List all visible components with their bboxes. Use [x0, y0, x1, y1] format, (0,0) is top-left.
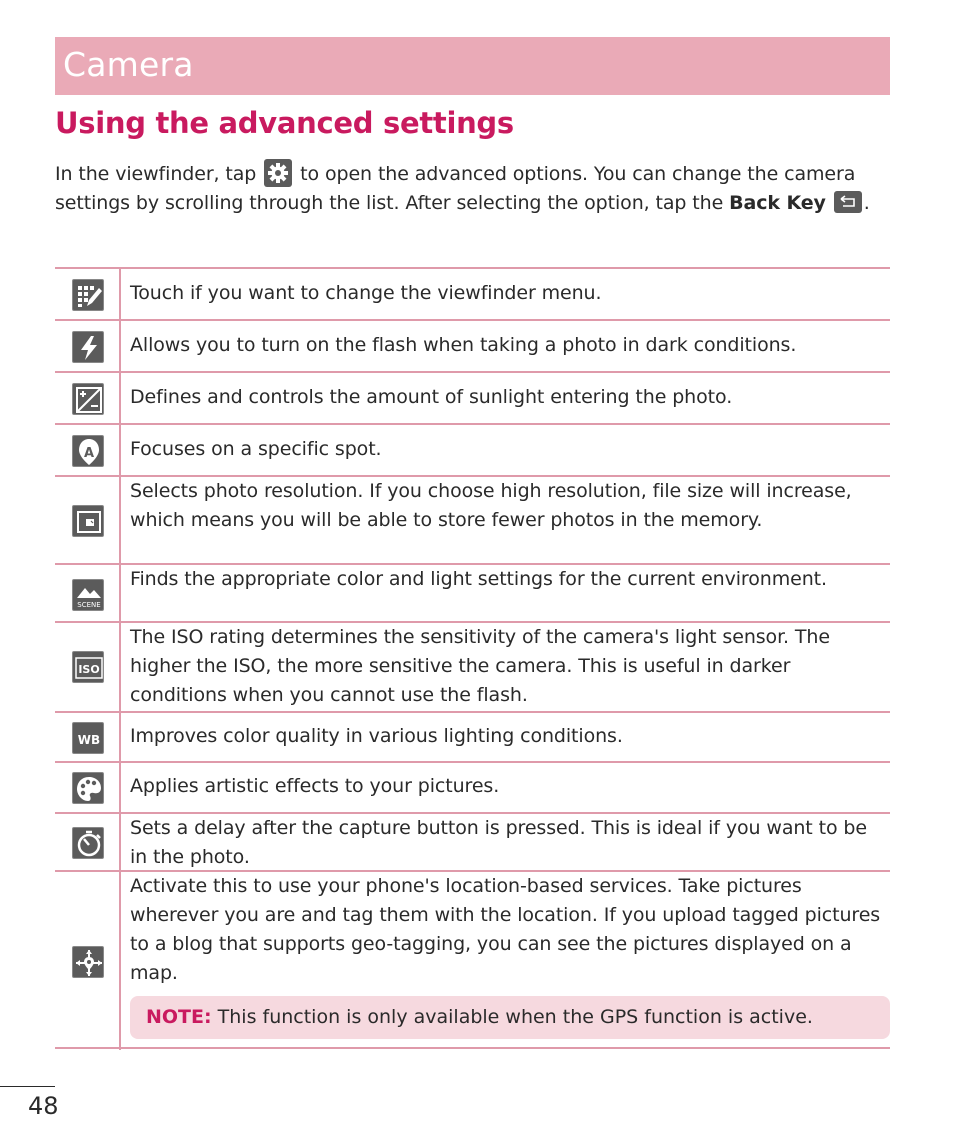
scene-icon-label: SCENE: [77, 601, 101, 609]
section-title: Camera: [63, 45, 194, 84]
icon-cell: [55, 269, 121, 319]
icon-cell: [55, 373, 121, 423]
row-description: Defines and controls the amount of sunlight entering the photo.: [130, 386, 733, 408]
note-body: [146, 1004, 813, 1030]
note-box: [130, 996, 890, 1039]
resolution-icon: [72, 505, 104, 537]
white-balance-icon: [72, 722, 104, 754]
row-description: Finds the appropriate color and light settings for the current environment.: [130, 568, 827, 590]
icon-cell: [55, 321, 121, 371]
table-row: [55, 621, 890, 711]
scene-mode-icon: [72, 579, 104, 611]
icon-cell: [55, 872, 121, 1050]
row-description: Sets a delay after the capture button is pressed. This is ideal if you want to be in the photo.: [130, 817, 867, 868]
table-row: [55, 371, 890, 423]
table-row: [55, 761, 890, 812]
table-row: [55, 475, 890, 563]
back-key-icon: [834, 191, 862, 213]
table-row: [55, 563, 890, 621]
table-row: [55, 267, 890, 319]
table-row: [55, 812, 890, 870]
page-number-rule: [0, 1086, 55, 1087]
iso-icon-label: ISO: [78, 663, 100, 676]
icon-cell: [55, 713, 121, 761]
gear-icon: [264, 159, 292, 187]
table-bottom-rule: [55, 1047, 890, 1049]
table-row: [55, 711, 890, 761]
icon-cell: [55, 477, 121, 563]
wb-icon-label: WB: [77, 733, 101, 747]
row-description: Activate this to use your phone's location-based services. Take pictures wherever you are and tag them with the location. If you upload tagged pictures to a blog that supports geo-tagging, you can see the pictures displayed on a map.: [130, 875, 881, 984]
exposure-icon: [72, 383, 104, 415]
flash-icon: [72, 331, 104, 363]
icon-cell: [55, 425, 121, 475]
table-row: [55, 423, 890, 475]
row-description: Touch if you want to change the viewfinder menu.: [130, 282, 602, 304]
icon-cell: [55, 623, 121, 711]
viewfinder-menu-icon: [72, 279, 104, 311]
note-label: NOTE:: [146, 1006, 212, 1028]
row-description: Focuses on a specific spot.: [130, 438, 382, 460]
table-row: [55, 319, 890, 371]
intro-paragraph: [55, 160, 895, 218]
back-key-label: Back Key: [729, 192, 826, 214]
color-effect-icon: [72, 772, 104, 804]
icon-cell: [55, 814, 121, 870]
icon-cell: [55, 565, 121, 621]
timer-icon: [72, 827, 104, 859]
row-description: Allows you to turn on the flash when taking a photo in dark conditions.: [130, 334, 797, 356]
row-description: Applies artistic effects to your pictures.: [130, 775, 500, 797]
intro-text-1: In the viewfinder, tap: [55, 163, 257, 185]
page-number: 48: [28, 1092, 59, 1120]
iso-icon: [72, 651, 104, 683]
intro-text-2: to open the advanced options. You can change the camera settings by scrolling through the list. After selecting the option, tap the: [55, 163, 856, 214]
page-heading: Using the advanced settings: [55, 106, 514, 140]
row-description: Improves color quality in various lighting conditions.: [130, 725, 623, 747]
focus-icon: [72, 435, 104, 467]
focus-icon-letter: A: [83, 446, 95, 461]
note-text: This function is only available when the GPS function is active.: [217, 1006, 813, 1028]
geotagging-icon: [72, 946, 104, 978]
intro-end: .: [863, 192, 870, 214]
section-header-bar: [55, 37, 890, 95]
icon-cell: [55, 763, 121, 812]
row-description: Selects photo resolution. If you choose high resolution, file size will increase, which means you will be able to store fewer photos in the memory.: [130, 480, 852, 531]
row-description: The ISO rating determines the sensitivity of the camera's light sensor. The higher the ISO, the more sensitive the camera. This is useful in darker conditions when you cannot use the flash.: [130, 626, 830, 706]
